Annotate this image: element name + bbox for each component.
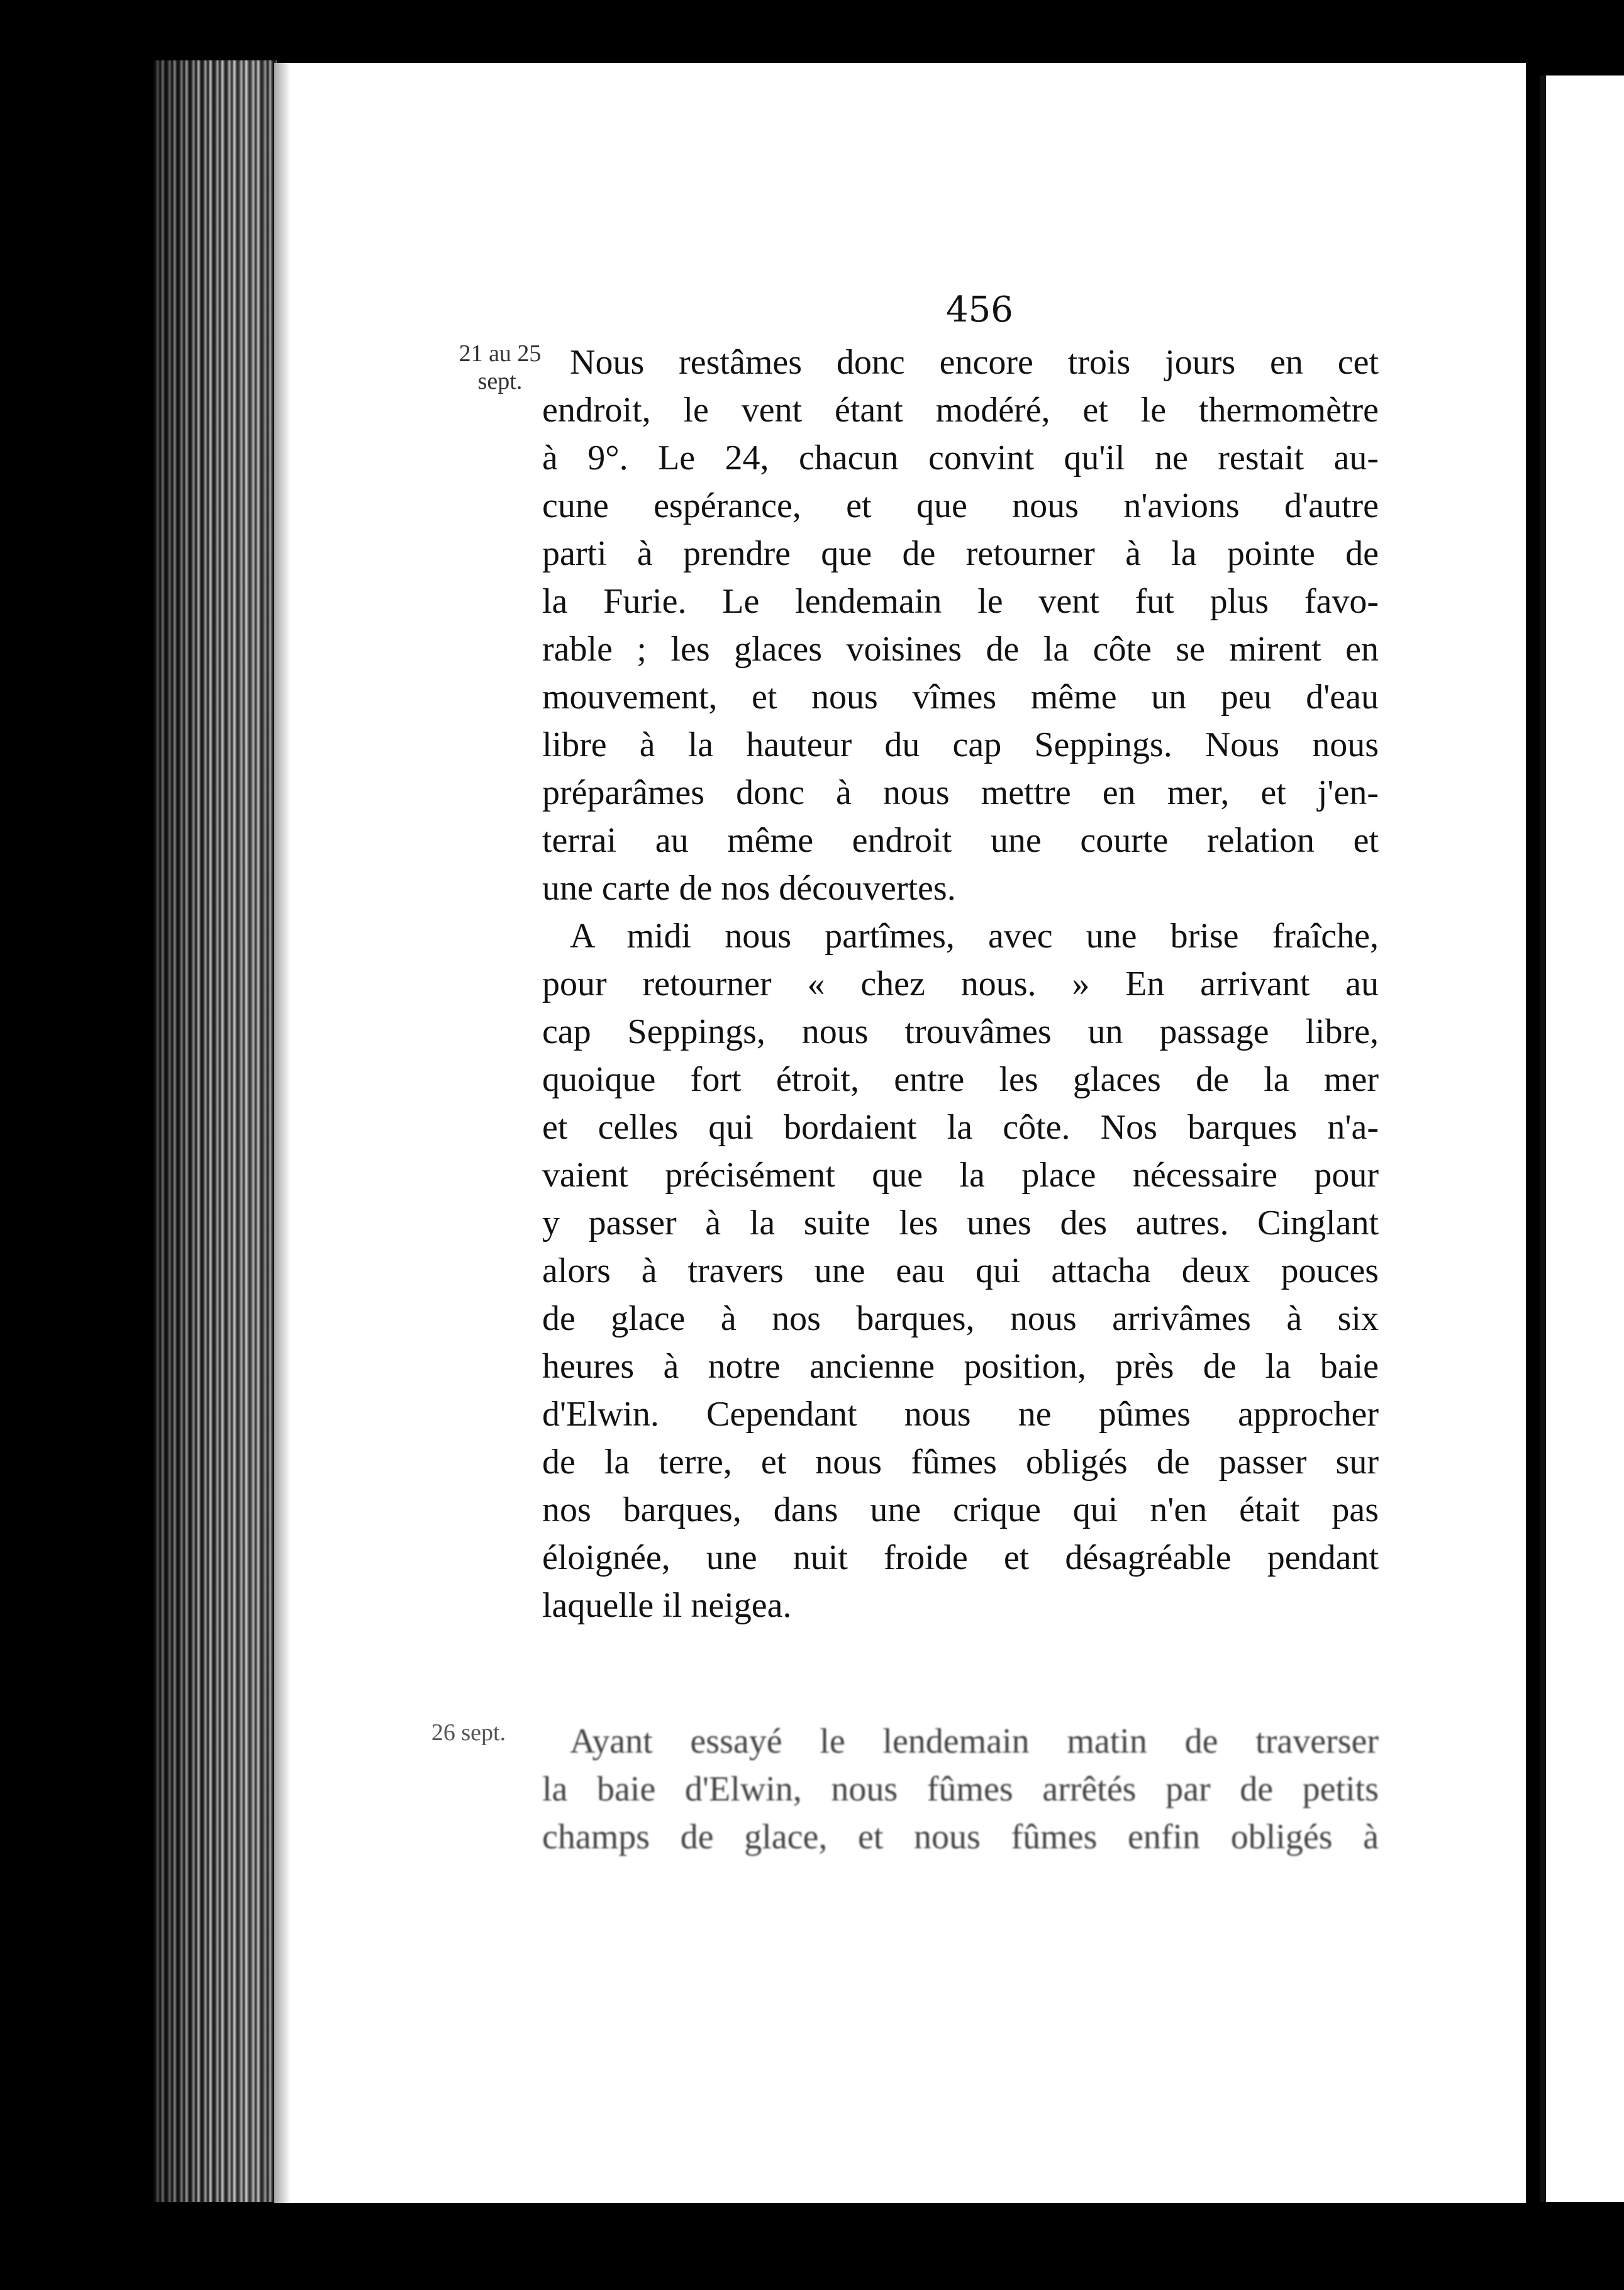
text-line: heures à notre ancienne position, près de la baie xyxy=(542,1347,1379,1386)
text-line: quoique fort étroit, entre les glaces de la mer xyxy=(542,1060,1379,1099)
text-line: d'Elwin. Cependant nous ne pûmes approcher xyxy=(542,1395,1379,1434)
text-line: préparâmes donc à nous mettre en mer, et j'en- xyxy=(542,773,1379,812)
text-line: rable ; les glaces voisines de la côte se mirent en xyxy=(542,630,1379,669)
text-line: mouvement, et nous vîmes même un peu d'eau xyxy=(542,678,1379,717)
text-line: Nous restâmes donc encore trois jours en cet xyxy=(570,343,1379,382)
text-line: Ayant essayé le lendemain matin de traverser xyxy=(570,1722,1379,1761)
text-line: la baie d'Elwin, nous fûmes arrêtés par de petits xyxy=(542,1770,1379,1809)
text-line: libre à la hauteur du cap Seppings. Nous nous xyxy=(542,725,1379,764)
text-line: une carte de nos découvertes. xyxy=(542,869,956,908)
text-line: cune espérance, et que nous n'avions d'autre xyxy=(542,486,1379,525)
text-line: la Furie. Le lendemain le vent fut plus favo- xyxy=(542,582,1379,621)
page-number: 456 xyxy=(946,289,1013,330)
text-line: et celles qui bordaient la côte. Nos barques n'a- xyxy=(542,1108,1379,1147)
text-line: éloignée, une nuit froide et désagréable pendant xyxy=(542,1538,1379,1577)
text-line: A midi nous partîmes, avec une brise fraîche, xyxy=(570,917,1379,956)
facing-page-edge xyxy=(1540,75,1624,2202)
text-line: de glace à nos barques, nous arrivâmes à six xyxy=(542,1299,1379,1338)
text-line: laquelle il neigea. xyxy=(542,1586,792,1625)
text-line: terrai au même endroit une courte relation et xyxy=(542,821,1379,860)
text-line: endroit, le vent étant modéré, et le thermomètre xyxy=(542,391,1379,430)
text-line: y passer à la suite les unes des autres. Cinglant xyxy=(542,1204,1379,1243)
text-line: de la terre, et nous fûmes obligés de passer sur xyxy=(542,1443,1379,1482)
text-line: champs de glace, et nous fûmes enfin obligés à xyxy=(542,1818,1379,1857)
body-text xyxy=(542,340,1379,1913)
text-line: alors à travers une eau qui attacha deux pouces xyxy=(542,1251,1379,1290)
gutter-shadow xyxy=(274,63,291,2203)
text-line: nos barques, dans une crique qui n'en était pas xyxy=(542,1490,1379,1529)
page-block-edges xyxy=(153,60,277,2202)
text-line: parti à prendre que de retourner à la pointe de xyxy=(542,534,1379,573)
text-line: vaient précisément que la place nécessaire pour xyxy=(542,1156,1379,1195)
text-line: à 9°. Le 24, chacun convint qu'il ne restait au- xyxy=(542,438,1379,478)
text-line: cap Seppings, nous trouvâmes un passage libre, xyxy=(542,1012,1379,1051)
text-line: pour retourner « chez nous. » En arrivant au xyxy=(542,964,1379,1003)
margin-note-date: 26 sept. xyxy=(431,1719,506,1746)
margin-note-date-range: 21 au 25 sept. xyxy=(459,340,542,394)
